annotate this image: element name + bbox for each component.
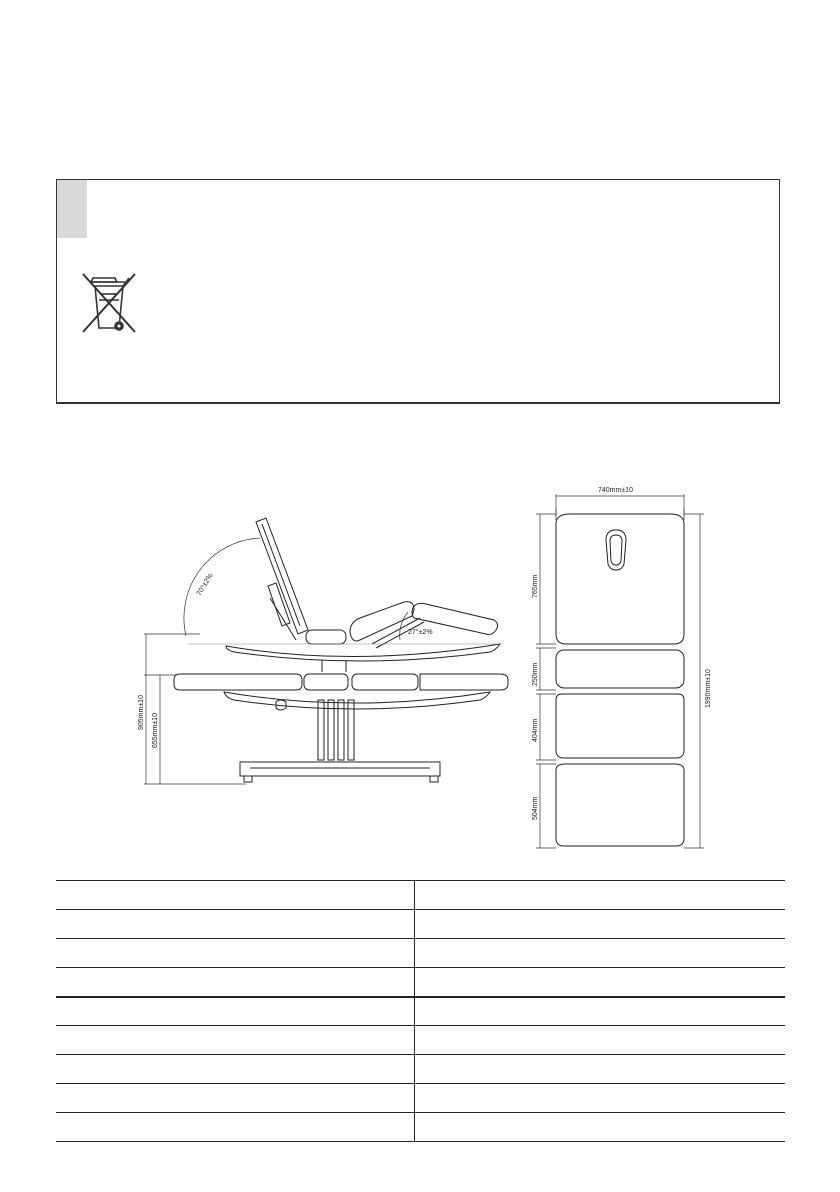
spec-label-cell xyxy=(56,939,414,968)
max-height-label: 905mm±10 xyxy=(138,695,145,730)
spec-label-cell xyxy=(56,1055,414,1084)
backrest-angle-label: 70°±2% xyxy=(195,572,215,598)
table-row xyxy=(56,997,785,1026)
spec-label-cell xyxy=(56,997,414,1026)
spec-value-cell xyxy=(414,1084,785,1113)
top-view-dimension-lines xyxy=(536,494,704,848)
min-height-label: 655mm±10 xyxy=(152,713,159,748)
section-4-length-label: 504mm xyxy=(532,796,539,820)
spec-value-cell xyxy=(414,881,785,910)
section-1-length-label: 765mm xyxy=(532,574,539,598)
spec-value-cell xyxy=(414,997,785,1026)
table-row xyxy=(56,1084,785,1113)
side-view-dimension-lines xyxy=(144,538,408,784)
table-row xyxy=(56,881,785,910)
notice-tab-marker xyxy=(57,180,87,238)
table-row xyxy=(56,968,785,997)
section-2-length-label: 250mm xyxy=(532,662,539,686)
spec-value-cell xyxy=(414,910,785,939)
spec-value-cell xyxy=(414,1113,785,1142)
table-row xyxy=(56,939,785,968)
disposal-notice-box xyxy=(56,179,780,404)
table-row xyxy=(56,910,785,939)
section-3-length-label: 404mm xyxy=(532,718,539,742)
total-length-label: 1990mm±10 xyxy=(705,669,712,708)
spec-value-cell xyxy=(414,939,785,968)
leg-angle-label: 27°±2% xyxy=(408,629,433,636)
side-view-drawing xyxy=(174,518,508,782)
width-label: 740mm±10 xyxy=(598,487,633,494)
spec-value-cell xyxy=(414,1055,785,1084)
spec-label-cell xyxy=(56,1026,414,1055)
spec-value-cell xyxy=(414,1026,785,1055)
spec-label-cell xyxy=(56,1113,414,1142)
spec-label-cell xyxy=(56,910,414,939)
table-row xyxy=(56,1113,785,1142)
table-row xyxy=(56,1055,785,1084)
crossed-out-wheelie-bin-icon xyxy=(71,266,143,338)
spec-label-cell xyxy=(56,1084,414,1113)
specification-table xyxy=(56,880,785,1142)
spec-label-cell xyxy=(56,968,414,997)
spec-label-cell xyxy=(56,881,414,910)
spec-value-cell xyxy=(414,968,785,997)
top-view-drawing xyxy=(556,514,684,846)
table-row xyxy=(56,1026,785,1055)
